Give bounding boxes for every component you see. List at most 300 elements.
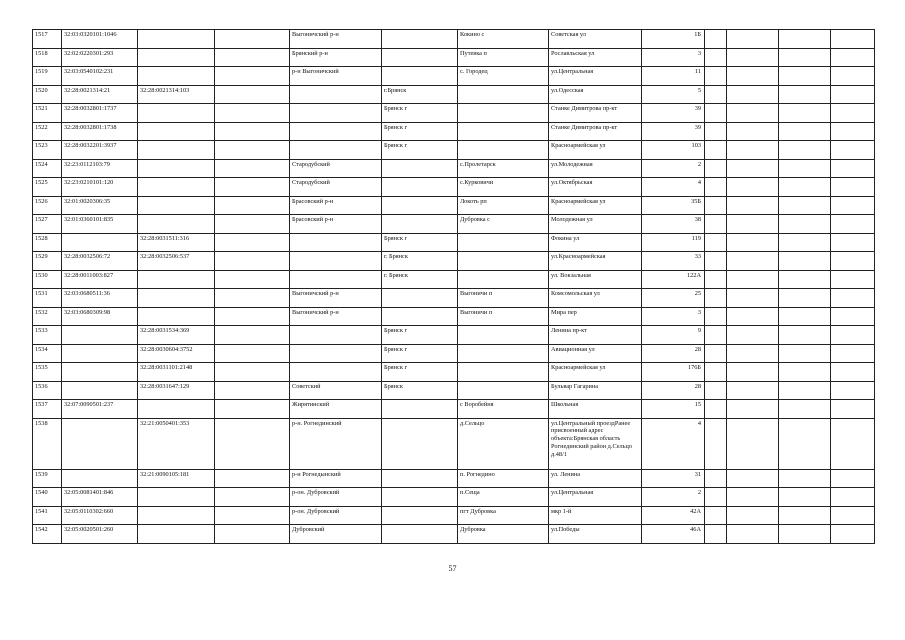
- cadastral-number-2-cell: [138, 488, 215, 507]
- empty-cell: [727, 344, 779, 363]
- cadastral-number-cell: 32:03:0680511:36: [62, 289, 138, 308]
- district-cell: [290, 85, 382, 104]
- empty-cell: [831, 215, 875, 234]
- empty-cell: [727, 469, 779, 488]
- table-row: [33, 270, 875, 289]
- street-cell: Школьная: [549, 400, 642, 419]
- row-number-cell: 1539: [33, 469, 62, 488]
- street-cell: ул.Октябрьская: [549, 178, 642, 197]
- cadastral-number-2-cell: [138, 400, 215, 419]
- row-number-cell: 1521: [33, 104, 62, 123]
- table-row: [33, 506, 875, 525]
- table-row: [33, 525, 875, 544]
- empty-cell: [779, 400, 831, 419]
- table-row: [33, 215, 875, 234]
- empty-cell: [705, 104, 727, 123]
- empty-cell: [215, 67, 290, 86]
- district-cell: Брянский р-н: [290, 48, 382, 67]
- row-number-cell: 1519: [33, 67, 62, 86]
- house-number-cell: 28: [642, 344, 705, 363]
- empty-cell: [779, 488, 831, 507]
- settlement-cell: Локоть рп: [458, 196, 549, 215]
- street-cell: ул.Центральный проездРанее присвоенный адрес объекта:Брянская область Рогнединский район д.Сельцо д.48/1: [549, 418, 642, 469]
- table-row: [33, 85, 875, 104]
- empty-cell: [215, 307, 290, 326]
- city-cell: Брянск г: [382, 122, 458, 141]
- cadastral-number-cell: 32:05:0081401:846: [62, 488, 138, 507]
- row-number-cell: 1542: [33, 525, 62, 544]
- district-cell: р-н Выгоничский: [290, 67, 382, 86]
- cadastral-number-2-cell: [138, 289, 215, 308]
- cadastral-number-2-cell: [138, 67, 215, 86]
- settlement-cell: [458, 363, 549, 382]
- cadastral-number-cell: 32:07:0090501:237: [62, 400, 138, 419]
- city-cell: [382, 506, 458, 525]
- empty-cell: [779, 233, 831, 252]
- row-number-cell: 1540: [33, 488, 62, 507]
- empty-cell: [727, 363, 779, 382]
- cadastral-number-2-cell: [138, 506, 215, 525]
- empty-cell: [779, 122, 831, 141]
- row-number-cell: 1527: [33, 215, 62, 234]
- empty-cell: [727, 381, 779, 400]
- cadastral-number-2-cell: [138, 104, 215, 123]
- table-row: [33, 122, 875, 141]
- cadastral-number-cell: [62, 381, 138, 400]
- table-row: [33, 363, 875, 382]
- street-cell: Рославльская ул: [549, 48, 642, 67]
- house-number-cell: 42А: [642, 506, 705, 525]
- district-cell: [290, 344, 382, 363]
- empty-cell: [215, 233, 290, 252]
- cadastral-number-2-cell: [138, 178, 215, 197]
- row-number-cell: 1541: [33, 506, 62, 525]
- cadastral-number-cell: 32:28:0032506:72: [62, 252, 138, 271]
- street-cell: Красноармейская ул: [549, 196, 642, 215]
- empty-cell: [727, 141, 779, 160]
- district-cell: Дубровский: [290, 525, 382, 544]
- city-cell: Брянск: [382, 381, 458, 400]
- empty-cell: [727, 400, 779, 419]
- empty-cell: [705, 400, 727, 419]
- empty-cell: [831, 141, 875, 160]
- empty-cell: [727, 270, 779, 289]
- table-row: [33, 104, 875, 123]
- empty-cell: [779, 48, 831, 67]
- street-cell: Советская ул: [549, 30, 642, 49]
- settlement-cell: Выгоничи п: [458, 307, 549, 326]
- table-row: [33, 30, 875, 49]
- empty-cell: [831, 469, 875, 488]
- city-cell: [382, 67, 458, 86]
- empty-cell: [779, 506, 831, 525]
- empty-cell: [215, 196, 290, 215]
- empty-cell: [705, 525, 727, 544]
- settlement-cell: п.Сеща: [458, 488, 549, 507]
- empty-cell: [779, 381, 831, 400]
- settlement-cell: с Воробейня: [458, 400, 549, 419]
- district-cell: Стародубский: [290, 159, 382, 178]
- empty-cell: [831, 48, 875, 67]
- house-number-cell: 5: [642, 85, 705, 104]
- house-number-cell: 3: [642, 307, 705, 326]
- page-number: 57: [448, 564, 457, 573]
- empty-cell: [831, 326, 875, 345]
- empty-cell: [779, 67, 831, 86]
- city-cell: [382, 469, 458, 488]
- cadastral-number-cell: 32:23:0210101:120: [62, 178, 138, 197]
- empty-cell: [727, 85, 779, 104]
- table-row: [33, 469, 875, 488]
- empty-cell: [705, 506, 727, 525]
- cadastral-number-2-cell: [138, 48, 215, 67]
- house-number-cell: 38: [642, 215, 705, 234]
- city-cell: [382, 215, 458, 234]
- city-cell: [382, 196, 458, 215]
- settlement-cell: пгт Дубровка: [458, 506, 549, 525]
- house-number-cell: 1Б: [642, 30, 705, 49]
- empty-cell: [215, 363, 290, 382]
- house-number-cell: 35Б: [642, 196, 705, 215]
- empty-cell: [779, 270, 831, 289]
- empty-cell: [779, 252, 831, 271]
- street-cell: ул.Красноармейская: [549, 252, 642, 271]
- cadastral-number-2-cell: [138, 270, 215, 289]
- city-cell: г.Брянск: [382, 85, 458, 104]
- settlement-cell: с. Городец: [458, 67, 549, 86]
- empty-cell: [705, 48, 727, 67]
- street-cell: ул.Центральная: [549, 488, 642, 507]
- street-cell: ул.Одесская: [549, 85, 642, 104]
- empty-cell: [831, 178, 875, 197]
- house-number-cell: 25: [642, 289, 705, 308]
- empty-cell: [215, 215, 290, 234]
- city-cell: [382, 159, 458, 178]
- city-cell: Брянск г: [382, 233, 458, 252]
- empty-cell: [779, 363, 831, 382]
- district-cell: [290, 270, 382, 289]
- cadastral-number-cell: [62, 363, 138, 382]
- row-number-cell: 1531: [33, 289, 62, 308]
- row-number-cell: 1517: [33, 30, 62, 49]
- empty-cell: [705, 196, 727, 215]
- house-number-cell: 33: [642, 252, 705, 271]
- empty-cell: [215, 141, 290, 160]
- cadastral-number-cell: 32:03:0320101:1046: [62, 30, 138, 49]
- cadastral-number-cell: 32:01:0360101:835: [62, 215, 138, 234]
- street-cell: Фокина ул: [549, 233, 642, 252]
- empty-cell: [831, 252, 875, 271]
- cadastral-number-cell: 32:02:0220301:293: [62, 48, 138, 67]
- cadastral-number-2-cell: [138, 215, 215, 234]
- empty-cell: [779, 178, 831, 197]
- empty-cell: [727, 30, 779, 49]
- house-number-cell: 11: [642, 67, 705, 86]
- house-number-cell: 176Б: [642, 363, 705, 382]
- city-cell: Брянск г: [382, 363, 458, 382]
- empty-cell: [779, 85, 831, 104]
- empty-cell: [727, 48, 779, 67]
- cadastral-number-cell: 32:28:0011003:827: [62, 270, 138, 289]
- district-cell: Выгоничский р-н: [290, 30, 382, 49]
- city-cell: Брянск г: [382, 141, 458, 160]
- empty-cell: [705, 363, 727, 382]
- house-number-cell: 9: [642, 326, 705, 345]
- empty-cell: [831, 159, 875, 178]
- row-number-cell: 1524: [33, 159, 62, 178]
- empty-cell: [705, 469, 727, 488]
- empty-cell: [705, 141, 727, 160]
- empty-cell: [215, 400, 290, 419]
- empty-cell: [705, 381, 727, 400]
- cadastral-number-2-cell: 32:28:0021314:103: [138, 85, 215, 104]
- cadastral-number-2-cell: 32:28:0031534:369: [138, 326, 215, 345]
- table-row: [33, 400, 875, 419]
- city-cell: [382, 289, 458, 308]
- cadastral-number-2-cell: [138, 30, 215, 49]
- district-cell: [290, 104, 382, 123]
- settlement-cell: [458, 85, 549, 104]
- district-cell: р-н Рогнедынский: [290, 469, 382, 488]
- district-cell: Выгоничский р-н: [290, 307, 382, 326]
- table-row: [33, 196, 875, 215]
- empty-cell: [215, 381, 290, 400]
- row-number-cell: 1536: [33, 381, 62, 400]
- district-cell: [290, 233, 382, 252]
- table-row: [33, 48, 875, 67]
- house-number-cell: 31: [642, 469, 705, 488]
- row-number-cell: 1535: [33, 363, 62, 382]
- empty-cell: [705, 30, 727, 49]
- empty-cell: [831, 270, 875, 289]
- row-number-cell: 1530: [33, 270, 62, 289]
- cadastral-number-cell: [62, 233, 138, 252]
- empty-cell: [215, 469, 290, 488]
- district-cell: р-он. Дубровский: [290, 506, 382, 525]
- empty-cell: [727, 289, 779, 308]
- cadastral-number-2-cell: 32:28:0030604:3752: [138, 344, 215, 363]
- empty-cell: [831, 233, 875, 252]
- empty-cell: [215, 418, 290, 469]
- street-cell: Авиационная ул: [549, 344, 642, 363]
- empty-cell: [215, 30, 290, 49]
- cadastral-number-cell: 32:05:0020501:260: [62, 525, 138, 544]
- district-cell: [290, 122, 382, 141]
- empty-cell: [727, 196, 779, 215]
- district-cell: [290, 363, 382, 382]
- empty-cell: [727, 178, 779, 197]
- street-cell: Бульвар Гагарина: [549, 381, 642, 400]
- empty-cell: [727, 252, 779, 271]
- cadastral-number-2-cell: 32:21:0090105:181: [138, 469, 215, 488]
- empty-cell: [779, 30, 831, 49]
- empty-cell: [705, 85, 727, 104]
- settlement-cell: Выгоничи п: [458, 289, 549, 308]
- empty-cell: [705, 215, 727, 234]
- empty-cell: [705, 178, 727, 197]
- empty-cell: [705, 252, 727, 271]
- settlement-cell: д.Сельцо: [458, 418, 549, 469]
- street-cell: Станке Димитрова пр-кт: [549, 122, 642, 141]
- street-cell: ул.Центральная: [549, 67, 642, 86]
- table-row: [33, 141, 875, 160]
- table-body: [33, 30, 875, 544]
- house-number-cell: 46А: [642, 525, 705, 544]
- cadastral-number-cell: [62, 469, 138, 488]
- empty-cell: [779, 525, 831, 544]
- table-row: [33, 233, 875, 252]
- table-row: [33, 289, 875, 308]
- settlement-cell: [458, 344, 549, 363]
- district-cell: Выгоничский р-н: [290, 289, 382, 308]
- empty-cell: [215, 48, 290, 67]
- empty-cell: [705, 488, 727, 507]
- house-number-cell: 103: [642, 141, 705, 160]
- district-cell: Жирятинский: [290, 400, 382, 419]
- city-cell: г. Брянск: [382, 252, 458, 271]
- row-number-cell: 1529: [33, 252, 62, 271]
- empty-cell: [215, 506, 290, 525]
- table-row: [33, 344, 875, 363]
- empty-cell: [215, 252, 290, 271]
- city-cell: Брянск г: [382, 326, 458, 345]
- settlement-cell: Дубровка: [458, 525, 549, 544]
- table-row: [33, 178, 875, 197]
- table-row: [33, 381, 875, 400]
- empty-cell: [727, 233, 779, 252]
- empty-cell: [831, 363, 875, 382]
- empty-cell: [831, 104, 875, 123]
- empty-cell: [727, 104, 779, 123]
- district-cell: [290, 141, 382, 160]
- empty-cell: [779, 307, 831, 326]
- empty-cell: [779, 289, 831, 308]
- register-table: [32, 29, 875, 544]
- cadastral-number-2-cell: [138, 141, 215, 160]
- district-cell: р-он. Дубровский: [290, 488, 382, 507]
- empty-cell: [705, 67, 727, 86]
- empty-cell: [705, 307, 727, 326]
- table-row: [33, 326, 875, 345]
- empty-cell: [705, 122, 727, 141]
- street-cell: Комсомольская ул: [549, 289, 642, 308]
- district-cell: р-н. Рогнединский: [290, 418, 382, 469]
- row-number-cell: 1526: [33, 196, 62, 215]
- city-cell: г. Брянск: [382, 270, 458, 289]
- empty-cell: [215, 289, 290, 308]
- district-cell: Стародубский: [290, 178, 382, 197]
- empty-cell: [831, 418, 875, 469]
- city-cell: [382, 400, 458, 419]
- empty-cell: [779, 215, 831, 234]
- empty-cell: [779, 159, 831, 178]
- empty-cell: [215, 270, 290, 289]
- empty-cell: [831, 506, 875, 525]
- city-cell: [382, 307, 458, 326]
- empty-cell: [779, 418, 831, 469]
- table-row: [33, 488, 875, 507]
- cadastral-number-cell: 32:05:0110302:660: [62, 506, 138, 525]
- cadastral-number-cell: 32:01:0020306:35: [62, 196, 138, 215]
- district-cell: [290, 252, 382, 271]
- cadastral-number-cell: [62, 326, 138, 345]
- empty-cell: [215, 326, 290, 345]
- empty-cell: [215, 85, 290, 104]
- empty-cell: [727, 122, 779, 141]
- city-cell: [382, 418, 458, 469]
- house-number-cell: 119: [642, 233, 705, 252]
- settlement-cell: [458, 252, 549, 271]
- settlement-cell: Путевка п: [458, 48, 549, 67]
- empty-cell: [705, 418, 727, 469]
- cadastral-number-2-cell: [138, 122, 215, 141]
- empty-cell: [779, 326, 831, 345]
- table-row: [33, 159, 875, 178]
- cadastral-number-cell: 32:28:0032201:3937: [62, 141, 138, 160]
- house-number-cell: 2: [642, 488, 705, 507]
- empty-cell: [215, 344, 290, 363]
- empty-cell: [215, 122, 290, 141]
- cadastral-number-cell: 32:28:0032801:1738: [62, 122, 138, 141]
- cadastral-number-2-cell: 32:28:0031647:129: [138, 381, 215, 400]
- empty-cell: [727, 159, 779, 178]
- empty-cell: [215, 178, 290, 197]
- empty-cell: [705, 159, 727, 178]
- empty-cell: [779, 141, 831, 160]
- row-number-cell: 1532: [33, 307, 62, 326]
- row-number-cell: 1528: [33, 233, 62, 252]
- empty-cell: [831, 525, 875, 544]
- table-row: [33, 307, 875, 326]
- empty-cell: [727, 488, 779, 507]
- row-number-cell: 1537: [33, 400, 62, 419]
- empty-cell: [705, 270, 727, 289]
- cadastral-number-cell: 32:28:0021314:21: [62, 85, 138, 104]
- table-row: [33, 252, 875, 271]
- empty-cell: [215, 104, 290, 123]
- street-cell: ул.Победы: [549, 525, 642, 544]
- empty-cell: [727, 67, 779, 86]
- settlement-cell: с.Пролетарск: [458, 159, 549, 178]
- cadastral-number-2-cell: [138, 525, 215, 544]
- house-number-cell: 39: [642, 122, 705, 141]
- house-number-cell: 4: [642, 418, 705, 469]
- district-cell: [290, 326, 382, 345]
- row-number-cell: 1538: [33, 418, 62, 469]
- district-cell: Брасовский р-н: [290, 196, 382, 215]
- empty-cell: [215, 525, 290, 544]
- settlement-cell: с.Курковичи: [458, 178, 549, 197]
- city-cell: [382, 488, 458, 507]
- house-number-cell: 122А: [642, 270, 705, 289]
- settlement-cell: [458, 233, 549, 252]
- empty-cell: [705, 233, 727, 252]
- house-number-cell: 4: [642, 178, 705, 197]
- row-number-cell: 1522: [33, 122, 62, 141]
- cadastral-number-2-cell: [138, 196, 215, 215]
- settlement-cell: Кокино с: [458, 30, 549, 49]
- street-cell: Ленина пр-кт: [549, 326, 642, 345]
- cadastral-number-cell: 32:23:0112103:79: [62, 159, 138, 178]
- city-cell: [382, 30, 458, 49]
- city-cell: [382, 178, 458, 197]
- district-cell: Советский: [290, 381, 382, 400]
- settlement-cell: [458, 326, 549, 345]
- cadastral-number-2-cell: 32:28:0032506:537: [138, 252, 215, 271]
- house-number-cell: 28: [642, 381, 705, 400]
- street-cell: ул. Ленина: [549, 469, 642, 488]
- empty-cell: [727, 506, 779, 525]
